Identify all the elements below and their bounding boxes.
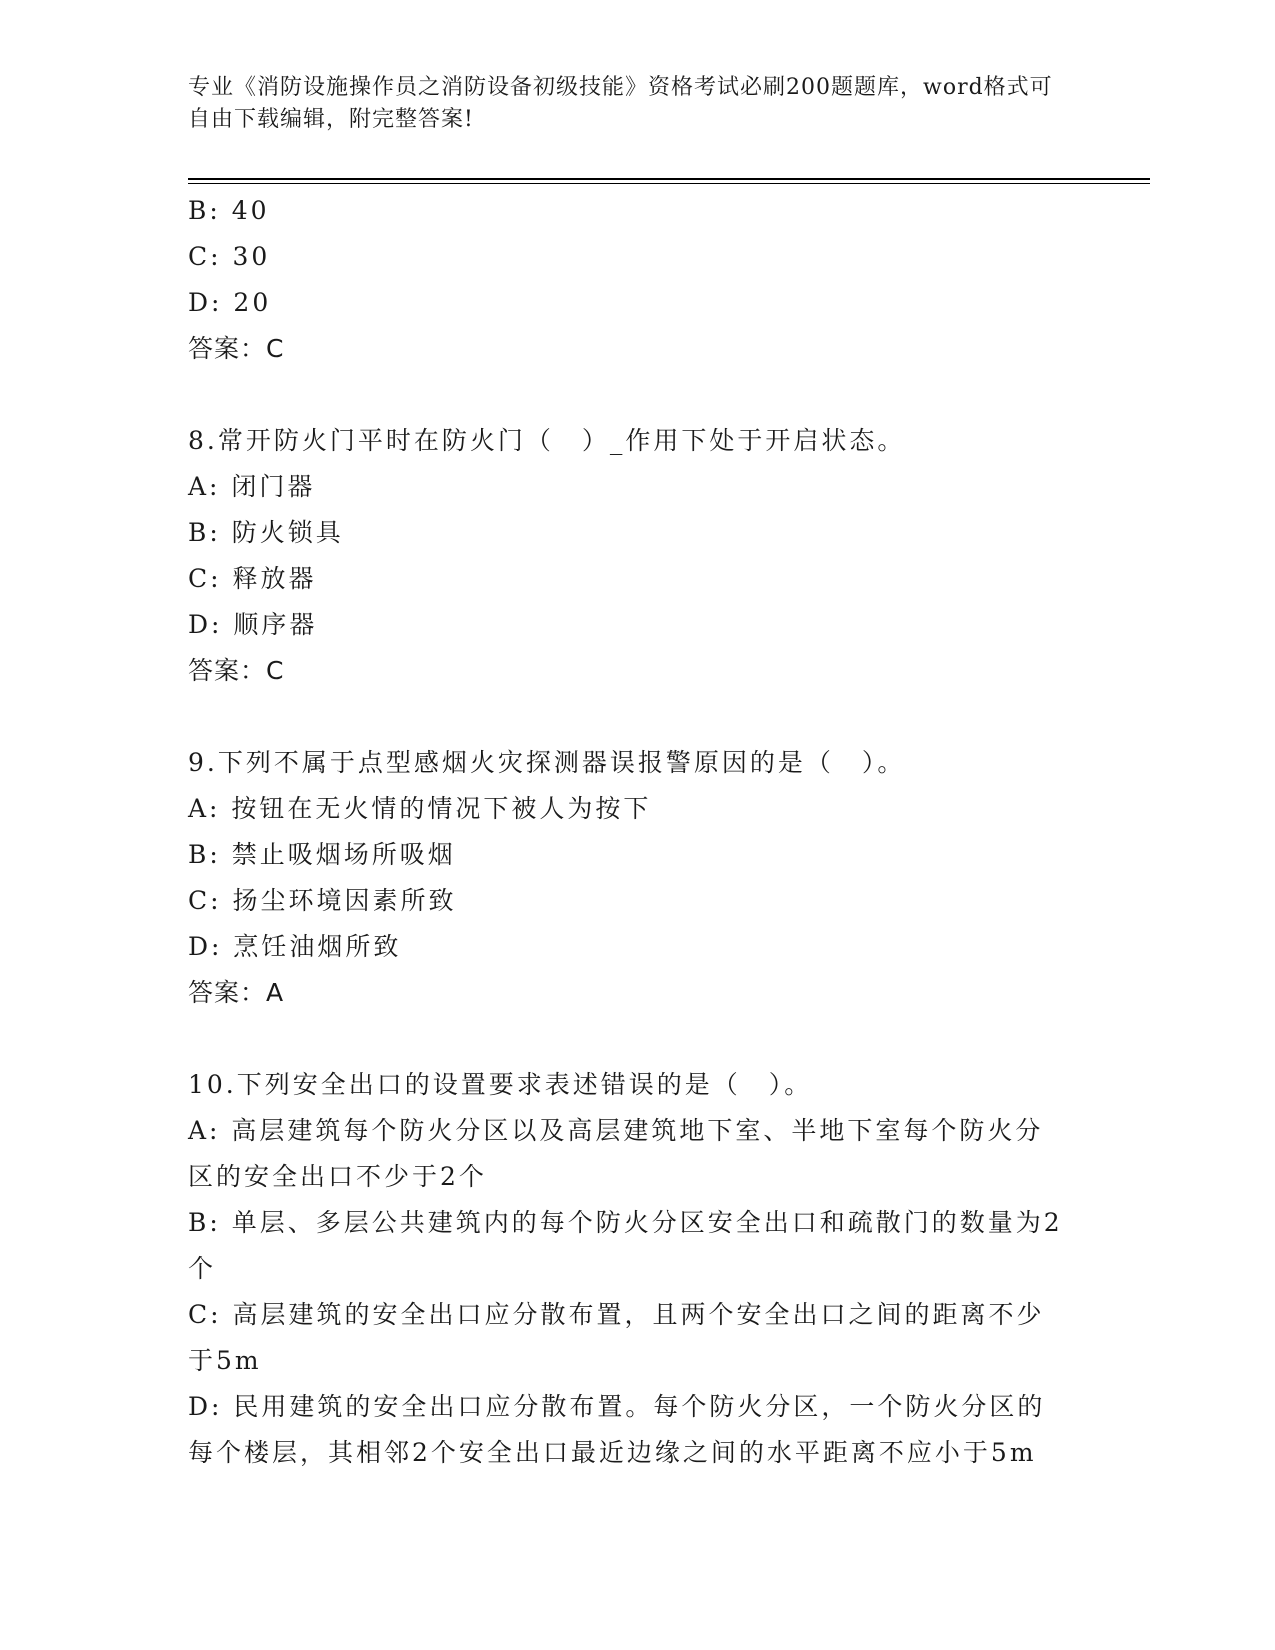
answer-line: 答案：A	[188, 978, 285, 1007]
question-stem: 9.下列不属于点型感烟火灾探测器误报警原因的是（ ）。	[188, 748, 906, 777]
document-body	[188, 188, 1068, 1476]
header-rule-thin	[188, 183, 1150, 184]
option-c: C: 释放器	[188, 564, 317, 593]
option-b: B: 防火锁具	[188, 518, 344, 547]
question-9	[188, 740, 1068, 1016]
option-c: C: 扬尘环境因素所致	[188, 886, 457, 915]
spacer	[188, 694, 1068, 740]
option-d: D: 20	[188, 288, 272, 317]
question-stem: 8.常开防火门平时在防火门（ ）_作用下处于开启状态。	[188, 426, 906, 455]
answer-line: 答案：C	[188, 656, 285, 685]
header-rule-thick	[188, 178, 1150, 180]
question-stem: 10.下列安全出口的设置要求表述错误的是（ ）。	[188, 1070, 813, 1099]
question-10	[188, 1062, 1068, 1476]
option-d: D: 顺序器	[188, 610, 318, 639]
question-8	[188, 418, 1068, 694]
option-c: C: 高层建筑的安全出口应分散布置，且两个安全出口之间的距离不少于5m	[188, 1300, 1045, 1375]
document-header: 专业《消防设施操作员之消防设备初级技能》资格考试必刷200题题库，word格式可自由下载编辑，附完整答案!	[188, 75, 1053, 132]
option-a: A: 按钮在无火情的情况下被人为按下	[188, 794, 652, 823]
spacer	[188, 372, 1068, 418]
option-d: D: 民用建筑的安全出口应分散布置。每个防火分区，一个防火分区的每个楼层，其相邻2个安全出口最近边缘之间的水平距离不应小于5m	[188, 1392, 1046, 1467]
answer-line: 答案：C	[188, 334, 285, 363]
option-b: B: 禁止吸烟场所吸烟	[188, 840, 456, 869]
spacer	[188, 1016, 1068, 1062]
option-b: B: 40	[188, 196, 270, 225]
option-d: D: 烹饪油烟所致	[188, 932, 402, 961]
option-a: A: 闭门器	[188, 472, 316, 501]
option-c: C: 30	[188, 242, 271, 271]
option-a: A: 高层建筑每个防火分区以及高层建筑地下室、半地下室每个防火分区的安全出口不少于2个	[188, 1116, 1044, 1191]
prev-question	[188, 188, 1068, 372]
option-b: B: 单层、多层公共建筑内的每个防火分区安全出口和疏散门的数量为2个	[188, 1208, 1063, 1283]
